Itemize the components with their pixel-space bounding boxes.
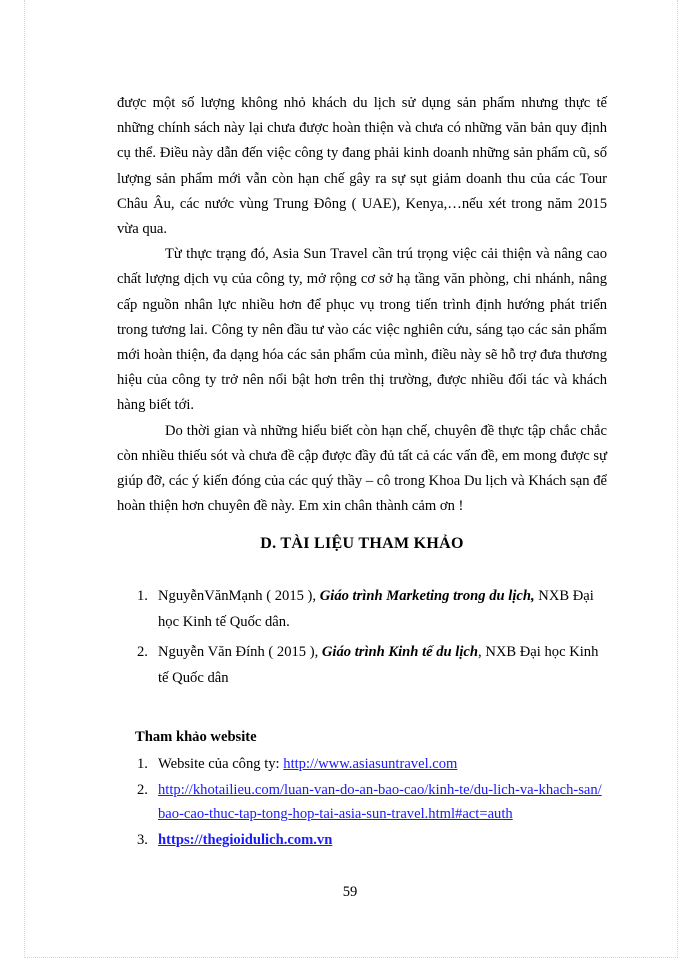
reference-title: Giáo trình Marketing trong du lịch, — [319, 588, 535, 605]
paragraph-2: Từ thực trạng đó, Asia Sun Travel cần trú trọng việc cải thiện và nâng cao chất lượng dịch vụ của công ty, mở rộng cơ sở hạ tầng văn phòng, chi nhánh, nâng cấp nguồn nhân lực nhiều hơn để phục vụ trong tiến trình định hướng phát triển trong tương lai. Công ty nên đầu tư vào các việc nghiên cứu, sáng tạo các sản phẩm mới hoàn thiện, đa dạng hóa các sản phẩm của mình, điều này sẽ hỗ trợ đưa thương hiệu của công ty trở nên nổi bật hơn trên thị trường, được nhiều đối tác và khách hàng biết tới. — [117, 246, 607, 414]
website-prefix: Website của công ty: — [158, 756, 284, 773]
section-title: D. TÀI LIỆU THAM KHẢO — [260, 535, 464, 553]
reference-publisher: NXB Đại học Kinh tế Quốc dân. — [158, 588, 594, 631]
website-link-thegioidulich[interactable]: https://thegioidulich.com.vn — [158, 832, 333, 849]
reference-list — [117, 583, 607, 691]
website-number: 3. — [137, 832, 148, 849]
website-number: 1. — [137, 756, 148, 773]
reference-item — [117, 583, 607, 635]
reference-item — [117, 639, 607, 691]
website-item — [117, 778, 607, 826]
reference-number: 1. — [137, 588, 148, 605]
reference-author: Nguyễn Văn Đính ( 2015 ), — [158, 644, 322, 661]
reference-publisher: , NXB Đại học Kinh tế Quốc dân — [158, 644, 599, 687]
paragraph-1: được một số lượng không nhỏ khách du lịch sử dụng sản phẩm nhưng thực tế những chính sách này lại chưa được hoàn thiện và chưa có những văn bản quy định cụ thể. Điều này dẫn đến việc công ty đang phải kinh doanh những sản phẩm cũ, số lượng sản phẩm mới vẫn còn hạn chế gây ra sự sụt giảm doanh thu của các Tour Châu Âu, các nước vùng Trung Đông ( UAE), Kenya,…nếu xét trong năm 2015 vừa qua. — [117, 95, 607, 238]
website-list — [117, 752, 607, 852]
website-heading: Tham khảo website — [135, 729, 257, 746]
paragraph-3: Do thời gian và những hiểu biết còn hạn chế, chuyên đề thực tập chắc chắc còn nhiều thiếu sót và chưa đề cập được đầy đủ tất cả các vấn đề, em mong được sự giúp đỡ, các ý kiến đóng của các quý thầy – cô trong Khoa Du lịch và Khách sạn để hoàn thiện hơn chuyên đề này. Em xin chân thành cảm ơn ! — [117, 422, 607, 515]
page-number: 59 — [342, 884, 358, 900]
website-link-khotailieu[interactable]: http://khotailieu.com/luan-van-do-an-bao-cao/kinh-te/du-lich-va-khach-san/bao-cao-thuc-tap-tong-hop-tai-asia-sun-travel.html#act=auth — [158, 782, 602, 823]
document-body — [117, 91, 607, 854]
website-item — [117, 752, 607, 776]
reference-number: 2. — [137, 644, 148, 661]
website-item — [117, 828, 607, 852]
reference-title: Giáo trình Kinh tế du lịch — [321, 644, 479, 661]
website-number: 2. — [137, 782, 148, 799]
website-link-company[interactable]: http://www.asiasuntravel.com — [283, 756, 458, 773]
reference-author: NguyễnVănMạnh ( 2015 ), — [158, 588, 320, 605]
